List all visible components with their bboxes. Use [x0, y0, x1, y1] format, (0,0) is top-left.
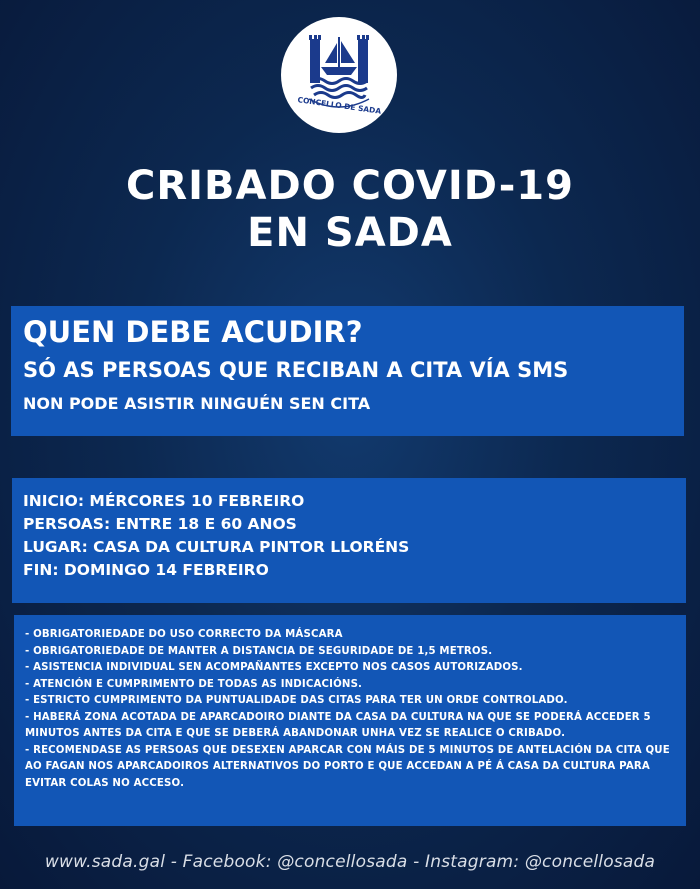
who-heading: QUEN DEBE ACUDIR?	[23, 315, 363, 349]
schedule-info-panel	[12, 478, 686, 603]
who-subheading: SÓ AS PERSOAS QUE RECIBAN A CITA VÍA SMS	[23, 358, 569, 382]
sada-ship-emblem-icon	[281, 17, 397, 133]
rule-item: - RECOMENDASE AS PERSOAS QUE DESEXEN APARCAR CON MÁIS DE 5 MINUTOS DE ANTELACIÓN DA CITA QUE AO FAGAN NOS APARCADOIROS ALTERNATIVOS DO PORTO E QUE ACCEDAN A PÉ Á CASA DA CULTURA PARA EVITAR COLAS NO ACCESO.	[25, 744, 670, 789]
who-should-attend-panel	[11, 306, 684, 436]
rule-item: - ESTRICTO CUMPRIMENTO DA PUNTUALIDADE DAS CITAS PARA TER UN ORDE CONTROLADO.	[25, 695, 568, 706]
info-list	[23, 490, 409, 582]
who-note: NON PODE ASISTIR NINGUÉN SEN CITA	[23, 394, 371, 413]
rule-item: - OBRIGATORIEDADE DE MANTER A DISTANCIA DE SEGURIDADE DE 1,5 METROS.	[25, 645, 493, 657]
rule-item: - ATENCIÓN E CUMPRIMENTO DE TODAS AS INDICACIÓNS.	[25, 678, 363, 690]
rule-item: - HABERÁ ZONA ACOTADA DE APARCADOIRO DIANTE DA CASA DA CULTURA NA QUE SE PODERÁ ACCEDER 5 MINUTOS ANTES DA CITA E QUE SE DEBERÁ ABANDONAR UNHA VEZ SE REALICE O CRIBADO.	[25, 711, 651, 739]
info-place: LUGAR: CASA DA CULTURA PINTOR LLORÉNS	[23, 538, 410, 556]
info-end: FIN: DOMINGO 14 FEBREIRO	[23, 561, 269, 579]
rules-panel	[14, 615, 686, 826]
logo	[281, 17, 397, 133]
page-title-line-2: EN SADA	[247, 210, 453, 256]
page-title-line-1: CRIBADO COVID-19	[126, 163, 574, 209]
rule-item: - ASISTENCIA INDIVIDUAL SEN ACOMPAÑANTES EXCEPTO NOS CASOS AUTORIZADOS.	[25, 662, 523, 673]
info-start: INICIO: MÉRCORES 10 FEBREIRO	[23, 492, 305, 510]
rules-list	[25, 627, 675, 792]
info-people: PERSOAS: ENTRE 18 E 60 ANOS	[23, 515, 297, 533]
rule-item: - OBRIGATORIEDADE DO USO CORRECTO DA MÁSCARA	[25, 629, 343, 640]
svg-text:CONCELLO DE SADA: CONCELLO DE SADA	[296, 95, 382, 116]
footer-contact-links: www.sada.gal - Facebook: @concellosada - Instagram: @concellosada	[44, 852, 656, 872]
